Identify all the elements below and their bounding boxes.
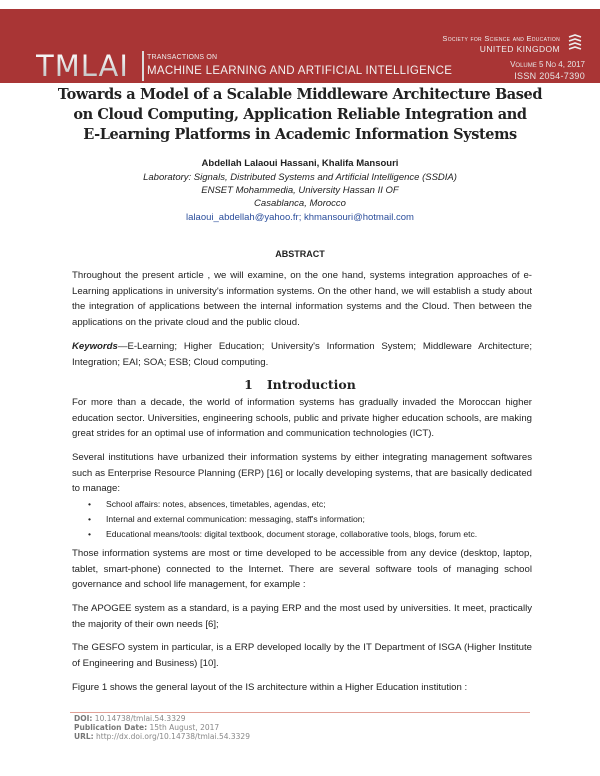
intro-paragraph-2: Several institutions have urbanized their information systems by either integrating management softwares such as Enterprise Resource Planning (ERP) [16] or locally developing systems, that are basically dedicated to manage: [72, 452, 532, 494]
section-heading [0, 377, 600, 392]
intro-paragraph-6: Figure 1 shows the general layout of the IS architecture within a Higher Education institution : [72, 682, 468, 693]
logo-divider [142, 51, 144, 81]
url-label: URL: [74, 732, 94, 741]
keywords-label: Keywords [72, 341, 118, 352]
title-line: on Cloud Computing, Application Reliable Integration and [73, 106, 527, 123]
author-emails[interactable]: lalaoui_abdellah@yahoo.fr; khmansouri@hotmail.com [186, 212, 414, 223]
affiliation-school: ENSET Mohammedia, University Hassan II OF [201, 185, 399, 196]
list-item: • School affairs: notes, absences, timetables, agendas, etc; [88, 497, 528, 512]
intro-paragraph-3: Those information systems are most or time developed to be accessible from any device (desktop, laptop, tablet, smart-phone) connected to the Internet. There are several software tools of managing school governance and school life management, for example : [72, 548, 532, 590]
list-item: • Educational means/tools: digital textbook, document storage, collaborative tools, blogs, forum etc. [88, 527, 528, 542]
footer-divider [70, 712, 530, 713]
list-item: • Internal and external communication: messaging, staff's information; [88, 512, 528, 527]
doi-value: 10.14738/tmlai.54.3329 [94, 714, 186, 723]
title-line: Towards a Model of a Scalable Middleware Architecture Based [57, 86, 543, 103]
section-number: 1 [244, 377, 253, 392]
abstract-heading: ABSTRACT [275, 249, 325, 259]
manage-list [88, 497, 528, 542]
date-label: Publication Date: [74, 723, 148, 732]
issn: ISSN 2054-7390 [514, 71, 585, 81]
society-country: UNITED KINGDOM [479, 44, 560, 54]
abstract-text: Throughout the present article , we will examine, on the one hand, systems integration approaches of e-Learning applications in university's information systems. On the other hand, we will establish a study about the integration of applications between the internal information systems and the Cloud. Then between the applications on the private cloud and the public cloud. [72, 270, 532, 328]
affiliation-city: Casablanca, Morocco [254, 198, 346, 209]
intro-paragraph-1: For more than a decade, the world of information systems has gradually invaded the Moroccan higher education sector. Universities, engineering schools, public and private higher education schools, are making great strides for an optimal use of information and communication technologies (ICT). [72, 397, 532, 439]
intro-paragraph-4: The APOGEE system as a standard, is a paying ERP and the most used by universities. It meet, practically the majority of their own needs [6]; [72, 603, 532, 630]
society-name: Society for Science and Education [442, 34, 560, 43]
society-logo-icon [566, 33, 584, 51]
authors: Abdellah Lalaoui Hassani, Khalifa Mansouri [201, 158, 399, 169]
volume-info: Volume 5 No 4, 2017 [510, 60, 585, 69]
keywords [72, 339, 532, 370]
transactions-on-label: TRANSACTIONS ON [147, 54, 218, 61]
url-link[interactable]: http://dx.doi.org/10.14738/tmlai.54.3329 [96, 732, 250, 741]
affiliation-lab: Laboratory: Signals, Distributed Systems and Artificial Intelligence (SSDIA) [143, 172, 457, 183]
keywords-list: —E-Learning; Higher Education; University's Information System; Middleware Architecture; Integration; EAI; SOA; ESB; Cloud computing. [72, 341, 532, 368]
journal-banner [0, 9, 600, 83]
footer-url [74, 732, 250, 742]
date-value: 15th August, 2017 [149, 723, 220, 732]
journal-name: MACHINE LEARNING AND ARTIFICIAL INTELLIGENCE [147, 65, 453, 77]
section-title: Introduction [266, 377, 356, 392]
journal-logo: TMLAI [36, 49, 129, 83]
paper-title [40, 85, 560, 145]
intro-paragraph-5: The GESFO system in particular, is a ERP developed locally by the IT Department of ISGA (Higher Institute of Engineering and Business) [10]. [72, 642, 532, 669]
title-line: E-Learning Platforms in Academic Information Systems [83, 126, 517, 143]
doi-label: DOI: [74, 714, 93, 723]
